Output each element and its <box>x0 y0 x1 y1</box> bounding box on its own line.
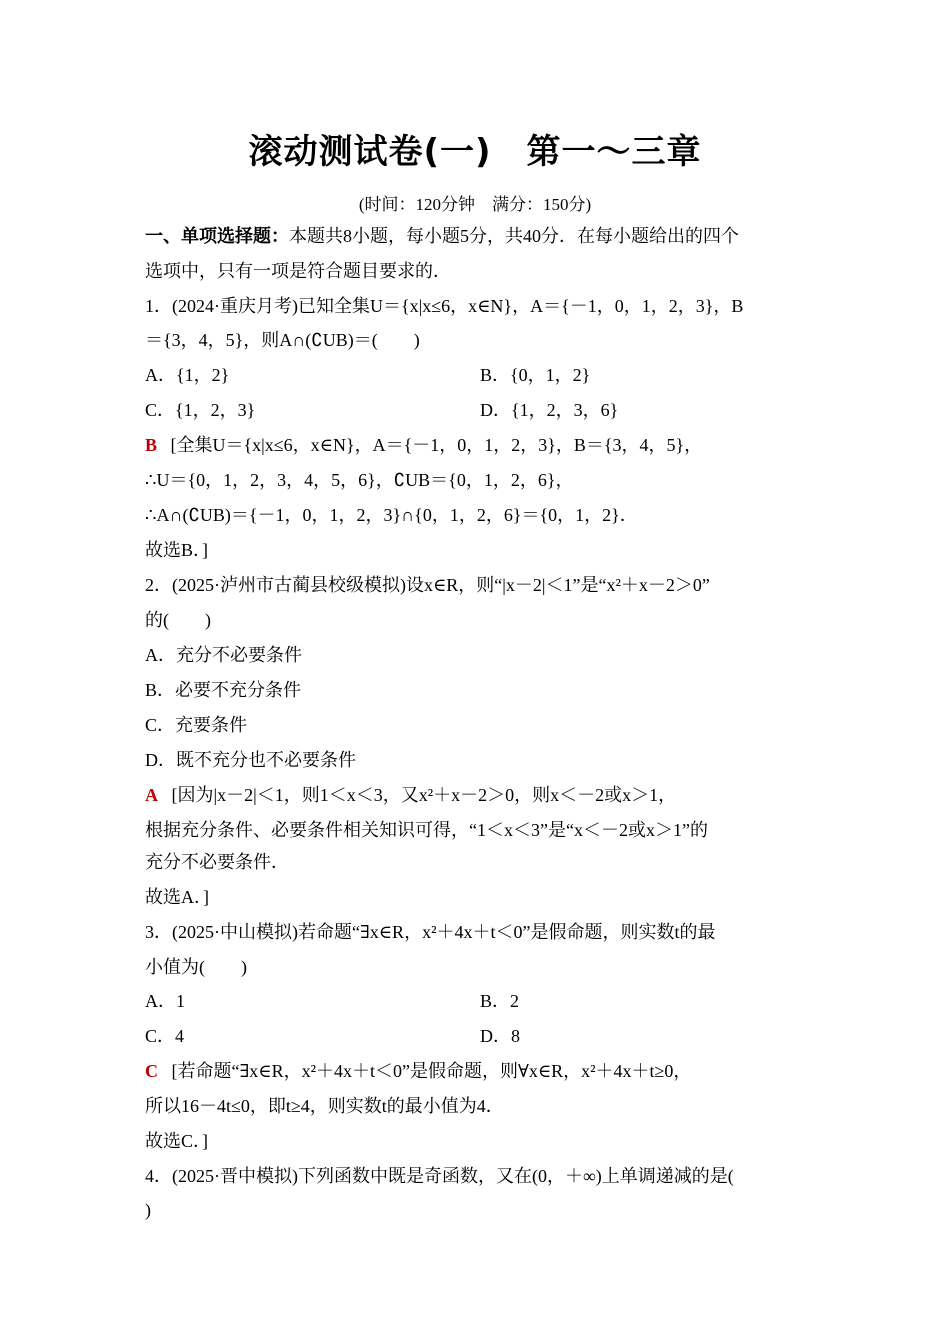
q1-option-d: D．{1，2，3，6} <box>480 400 619 420</box>
q2-solution-line2: 根据充分条件、必要条件相关知识可得，“1＜x＜3”是“x＜－2或x＞1”的 <box>145 820 708 840</box>
q2-stem-line1: 2．(2025·泸州市古蔺县校级模拟)设x∈R，则“|x－2|＜1”是“x²＋x－2＞0” <box>145 575 710 595</box>
q1-stem-line2: ＝{3，4，5}，则A∩(∁UB)＝( ) <box>145 330 420 350</box>
q4-stem-line2: ) <box>145 1200 151 1220</box>
q1-solution-line1 <box>145 433 702 457</box>
q1-solution-text1: [全集U＝{x|x≤6，x∈N}，A＝{－1，0，1，2，3}，B＝{3，4，5}， <box>170 435 703 455</box>
q3-option-d: D．8 <box>480 1026 520 1046</box>
q3-solution-line1 <box>145 1059 691 1083</box>
exam-info: (时间：120分钟 满分：150分) <box>358 195 592 214</box>
q2-stem-line2: 的( ) <box>145 610 211 630</box>
q2-answer: A <box>145 785 158 805</box>
section-heading: 一、单项选择题： <box>145 226 289 246</box>
q1-solution-line4: 故选B．] <box>145 540 208 560</box>
section-intro-line2: 选项中，只有一项是符合题目要求的． <box>145 261 451 281</box>
q2-option-a: A．充分不必要条件 <box>145 645 302 665</box>
q3-answer: C <box>145 1061 158 1081</box>
q2-solution-line4: 故选A．] <box>145 887 209 907</box>
q2-option-c: C．充要条件 <box>145 715 248 735</box>
q1-option-a: A．{1，2} <box>145 365 230 385</box>
q1-option-b: B．{0，1，2} <box>480 365 591 385</box>
q1-stem-line1: 1．(2024·重庆月考)已知全集U＝{x|x≤6，x∈N}，A＝{－1，0，1，2，3}，B <box>145 296 744 316</box>
q2-option-d: D．既不充分也不必要条件 <box>145 750 356 770</box>
q3-option-a: A．1 <box>145 991 185 1011</box>
q2-solution-line3: 充分不必要条件． <box>145 852 289 872</box>
q2-solution-line1 <box>145 783 676 807</box>
q2-option-b: B．必要不充分条件 <box>145 680 302 700</box>
section-intro-text: 本题共8小题，每小题5分，共40分．在每小题给出的四个 <box>289 226 739 246</box>
q3-stem-line1: 3．(2025·中山模拟)若命题“∃x∈R，x²＋4x＋t＜0”是假命题，则实数t的最 <box>145 922 716 942</box>
q3-solution-line2: 所以16－4t≤0，即t≥4，则实数t的最小值为4． <box>145 1096 504 1116</box>
page-title: 滚动测试卷(一) 第一～三章 <box>248 132 702 172</box>
q1-solution-line3: ∴A∩(∁UB)＝{－1，0，1，2，3}∩{0，1，2，6}＝{0，1，2}． <box>145 505 638 525</box>
q3-option-b: B．2 <box>480 991 520 1011</box>
q1-option-c: C．{1，2，3} <box>145 400 256 420</box>
q3-option-c: C．4 <box>145 1026 185 1046</box>
q3-stem-line2: 小值为( ) <box>145 957 247 977</box>
section-intro <box>145 224 739 248</box>
q4-stem-line1: 4．(2025·晋中模拟)下列函数中既是奇函数，又在(0，＋∞)上单调递减的是( <box>145 1166 734 1186</box>
q1-answer: B <box>145 435 158 455</box>
q3-solution-text1: [若命题“∃x∈R，x²＋4x＋t＜0”是假命题，则∀x∈R，x²＋4x＋t≥0， <box>171 1061 692 1081</box>
q2-solution-text1: [因为|x－2|＜1，则1＜x＜3，又x²＋x－2＞0，则x＜－2或x＞1， <box>171 785 677 805</box>
q1-solution-line2: ∴U＝{0，1，2，3，4，5，6}，∁UB＝{0，1，2，6}， <box>145 470 574 490</box>
q3-solution-line3: 故选C．] <box>145 1131 208 1151</box>
